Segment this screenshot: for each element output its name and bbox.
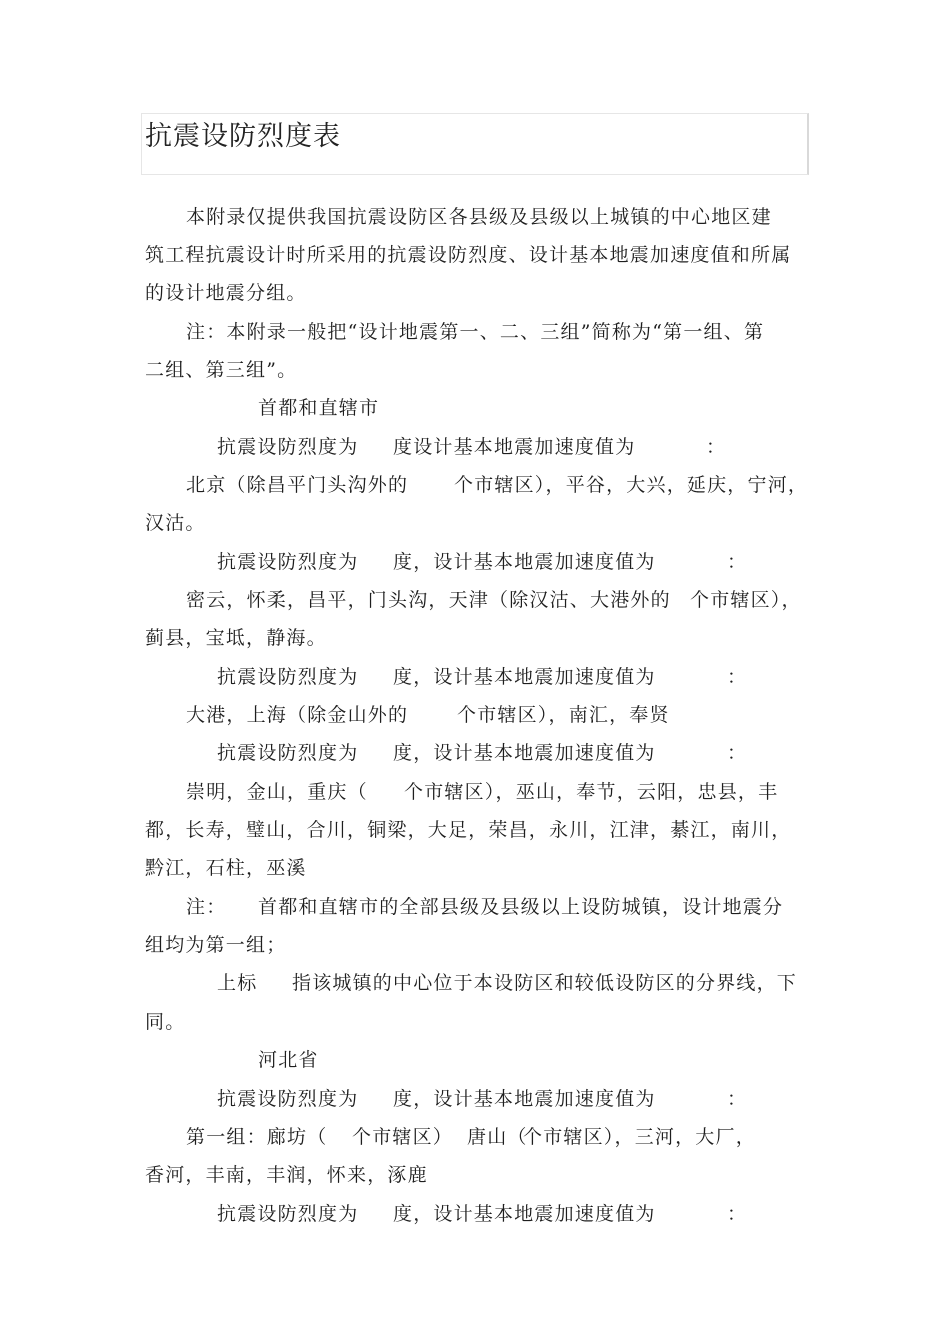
section-note-label: 注： <box>186 896 227 918</box>
intensity-header: 抗震设防烈度为 <box>217 436 359 458</box>
city-list-line: 崇明，金山，重庆（ <box>186 781 368 803</box>
intro-line-2: 筑工程抗震设计时所采用的抗震设防烈度、设计基本地震加速度值和所属 <box>145 244 792 266</box>
city-list-line: 个市辖区）， <box>690 589 802 611</box>
city-list-line: 大港，上海（除金山外的 <box>186 704 409 726</box>
intensity-header-colon: ： <box>727 1088 748 1110</box>
superscript-note-text: 指该城镇的中心位于本设防区和较低设防区的分界线，下 <box>292 972 798 994</box>
intensity-header: 抗震设防烈度为 <box>217 666 359 688</box>
intensity-header-accel: 度设计基本地震加速度值为 <box>393 436 636 458</box>
note-line-2: 二组、第三组”。 <box>145 359 298 381</box>
intensity-header: 抗震设防烈度为 <box>217 1088 359 1110</box>
intensity-header-colon: ： <box>727 551 748 573</box>
intensity-header-accel: 度，设计基本地震加速度值为 <box>393 666 656 688</box>
intensity-header-colon: ： <box>727 742 748 764</box>
city-list-line: 个市辖区） <box>352 1126 454 1148</box>
intensity-header-colon: ： <box>706 436 727 458</box>
city-list-line: 第一组：廊坊（ <box>186 1126 328 1148</box>
intro-line-1: 本附录仅提供我国抗震设防区各县级及县级以上城镇的中心地区建 <box>186 206 772 228</box>
note-line-1: 注：本附录一般把“设计地震第一、二、三组”简称为“第一组、第 <box>186 321 765 343</box>
intensity-header: 抗震设防烈度为 <box>217 1203 359 1225</box>
intro-line-3: 的设计地震分组。 <box>145 282 307 304</box>
intensity-header-colon: ： <box>727 1203 748 1225</box>
intensity-header-accel: 度，设计基本地震加速度值为 <box>393 1088 656 1110</box>
city-list-line: 个市辖区），南汇，奉贤 <box>457 704 670 726</box>
section-note-text: 首都和直辖市的全部县级及县级以上设防城镇，设计地震分 <box>258 896 784 918</box>
superscript-note-text: 同。 <box>145 1011 186 1033</box>
intensity-header: 抗震设防烈度为 <box>217 742 359 764</box>
city-list-line: 香河，丰南，丰润，怀来，涿鹿 <box>145 1164 428 1186</box>
intensity-header-accel: 度，设计基本地震加速度值为 <box>393 1203 656 1225</box>
section-heading-hebei: 河北省 <box>258 1049 319 1071</box>
city-list-line: 汉沽。 <box>145 512 206 534</box>
city-list-line: 个市辖区），平谷，大兴，延庆，宁河， <box>454 474 809 496</box>
page-title: 抗震设防烈度表 <box>145 121 341 152</box>
city-list-line: 都，长寿，璧山，合川，铜梁，大足，荣昌，永川，江津，綦江，南川， <box>145 819 792 841</box>
intensity-header-accel: 度，设计基本地震加速度值为 <box>393 742 656 764</box>
city-list-line: 个市辖区），三河，大厂， <box>523 1126 756 1148</box>
intensity-header: 抗震设防烈度为 <box>217 551 359 573</box>
intensity-header-colon: ： <box>727 666 748 688</box>
city-list-line: 密云，怀柔，昌平，门头沟，天津（除汉沽、大港外的 <box>186 589 671 611</box>
section-note-text: 组均为第一组； <box>145 934 287 956</box>
city-list-line: 北京（除昌平门头沟外的 <box>186 474 409 496</box>
city-list-line: 蓟县，宝坻，静海。 <box>145 627 327 649</box>
city-list-line: 唐山（ <box>467 1126 528 1148</box>
section-heading-capital: 首都和直辖市 <box>258 397 380 419</box>
city-list-line: 个市辖区），巫山，奉节，云阳，忠县，丰 <box>404 781 779 803</box>
intensity-header-accel: 度，设计基本地震加速度值为 <box>393 551 656 573</box>
superscript-note-label: 上标 <box>217 972 258 994</box>
city-list-line: 黔江，石柱，巫溪 <box>145 857 307 879</box>
